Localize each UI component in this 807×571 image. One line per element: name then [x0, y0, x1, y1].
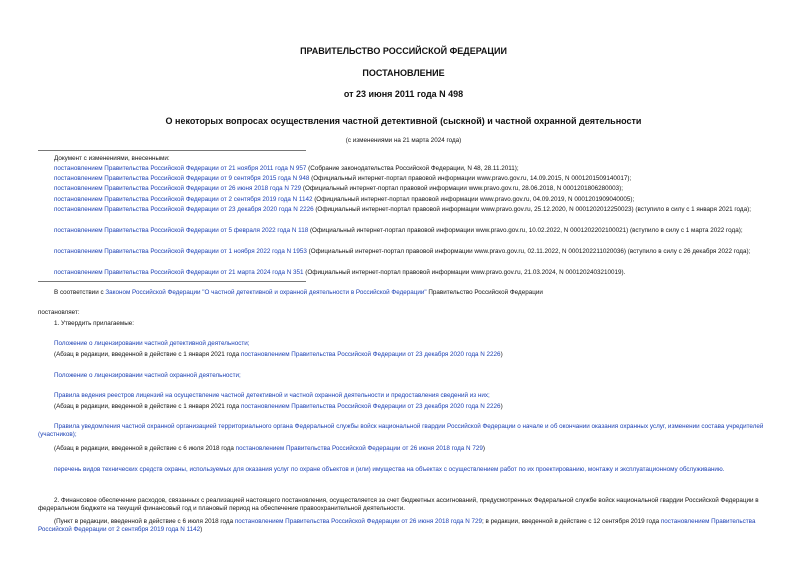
- change-source: (Официальный интернет-портал правовой информации www.pravo.gov.ru, 02.11.2022, N 0001202211020036) (вступило в силу с 26 декабря 2022 года);: [306, 248, 751, 255]
- change-link[interactable]: постановлением Правительства Российской Федерации от 2 сентября 2019 года N 1142: [54, 196, 313, 203]
- attachment-link[interactable]: Положение о лицензировании частной охранной деятельности;: [54, 372, 241, 379]
- document-title: О некоторых вопросах осуществления частной детективной (сыскной) и частной охранной деятельности: [165, 116, 642, 126]
- note-text: ): [500, 351, 503, 358]
- edit-note: [38, 445, 770, 453]
- change-link[interactable]: постановлением Правительства Российской Федерации от 5 февраля 2022 года N 118: [54, 227, 309, 234]
- change-item: [38, 227, 770, 235]
- change-source: (Собрание законодательства Российской Федерации, N 48, 28.11.2011);: [306, 165, 519, 172]
- change-item: [38, 175, 770, 183]
- note-link[interactable]: постановлением Правительства Российской Федерации от 23 декабря 2020 года N 2226: [240, 403, 501, 410]
- preamble-text: В соответствии с: [54, 289, 106, 296]
- preamble: [38, 289, 770, 297]
- attachment-link[interactable]: Правила уведомления частной охранной организацией территориального органа Федеральной службы войск национальной гвардии Российской Федерации о начале и об окончании оказания охранных услуг, изменении состава учредителей (участников);: [38, 423, 764, 438]
- change-item: [38, 269, 770, 277]
- note-link[interactable]: постановлением Правительства Российской Федерации от 23 декабря 2020 года N 2226: [240, 351, 501, 358]
- change-source: (Официальный интернет-портал правовой информации www.pravo.gov.ru, 04.09.2019, N 0001201909040005);: [312, 196, 635, 203]
- bottom-divider: [38, 281, 306, 282]
- point-1: 1. Утвердить прилагаемые:: [54, 320, 134, 327]
- point-2: 2. Финансовое обеспечение расходов, связанных с реализацией настоящего постановления, осуществляется за счет бюджетных ассигнований, предусмотренных Федеральной службе войск национальной гвардии Российской Федерации в федеральном бюджете на текущий финансовый год и плановый период на обеспечение правоохранительной деятельности.: [38, 497, 759, 512]
- attachment-link-notification: [38, 423, 770, 439]
- change-source: (Официальный интернет-портал правовой информации www.pravo.gov.ru, 10.02.2022, N 0001202202100021) (вступило в силу с 1 марта 2022 года);: [308, 227, 743, 234]
- law-link[interactable]: Законом Российской Федерации "О частной детективной и охранной деятельности в Российской Федерации": [105, 289, 427, 296]
- change-item: [38, 196, 770, 204]
- note-text: (Пункт в редакции, введенной в действие с 6 июля 2018 года: [54, 518, 235, 525]
- note-link[interactable]: постановлением Правительства Российской Федерации от 26 июня 2018 года N 729: [235, 445, 483, 452]
- change-source: (Официальный интернет-портал правовой информации www.pravo.gov.ru, 14.09.2015, N 0001201509140017);: [309, 175, 632, 182]
- document-type: ПОСТАНОВЛЕНИЕ: [362, 68, 445, 78]
- attachment-link-equipment: [38, 466, 770, 474]
- change-source: (Официальный интернет-портал правовой информации www.pravo.gov.ru, 28.06.2018, N 0001201806280003);: [301, 185, 623, 192]
- edit-note: [38, 351, 770, 359]
- preamble-text: Правительство Российской Федерации: [426, 289, 543, 296]
- note-text: (Абзац в редакции, введенной в действие с 1 января 2021 года: [54, 403, 241, 410]
- note-text: (Абзац в редакции, введенной в действие с 1 января 2021 года: [54, 351, 241, 358]
- change-link[interactable]: постановлением Правительства Российской Федерации от 1 ноября 2022 года N 1953: [54, 248, 307, 255]
- note-text: ; в редакции, введенной в действие с 12 сентября 2019 года: [482, 518, 661, 525]
- note-text: ): [500, 403, 503, 410]
- note-text: ): [200, 526, 203, 533]
- document-date-number: от 23 июня 2011 года N 498: [343, 89, 464, 99]
- attachment-link-registry: [38, 392, 770, 400]
- note-link[interactable]: постановлением Правительства Российской Федерации от 26 июня 2018 года N 729: [234, 518, 483, 525]
- change-item: [38, 248, 770, 256]
- change-item: [38, 206, 770, 214]
- change-link[interactable]: постановлением Правительства Российской Федерации от 21 ноября 2011 года N 957: [54, 165, 307, 172]
- edit-note: [38, 403, 770, 411]
- change-item: [38, 185, 770, 193]
- change-link[interactable]: постановлением Правительства Российской Федерации от 9 сентября 2015 года N 948: [54, 175, 310, 182]
- decides-text: постановляет:: [38, 309, 80, 316]
- note-text: (Абзац в редакции, введенной в действие с 6 июля 2018 года: [54, 445, 236, 452]
- attachment-link-detective: [38, 340, 770, 348]
- change-source: (Официальный интернет-портал правовой информации www.pravo.gov.ru, 21.03.2024, N 0001202403210019).: [303, 269, 626, 276]
- note-link[interactable]: постановлением Правительства Российской Федерации от 2 сентября 2019 года N 1142: [38, 518, 756, 533]
- attachment-link[interactable]: Положение о лицензировании частной детективной деятельности;: [54, 340, 250, 347]
- change-link[interactable]: постановлением Правительства Российской Федерации от 23 декабря 2020 года N 2226: [54, 206, 314, 213]
- amendment-note: (с изменениями на 21 марта 2024 года): [345, 137, 462, 144]
- change-link[interactable]: постановлением Правительства Российской Федерации от 21 марта 2024 года N 351: [54, 269, 304, 276]
- government-name: ПРАВИТЕЛЬСТВО РОССИЙСКОЙ ФЕДЕРАЦИИ: [300, 46, 507, 56]
- change-item: [38, 165, 770, 173]
- attachment-link-security: [38, 372, 770, 380]
- attachment-link[interactable]: Правила ведения реестров лицензий на осуществление частной детективной и частной охранной деятельности и предоставления сведений из них;: [54, 392, 490, 399]
- top-divider: [38, 150, 306, 151]
- attachment-link[interactable]: перечень видов технических средств охраны, используемых для оказания услуг по охране объектов и (или) имущества на объектах с осуществлением работ по их проектированию, монтажу и эксплуатационному обслуживанию.: [54, 466, 725, 473]
- edit-note: [38, 518, 770, 534]
- change-source: (Официальный интернет-портал правовой информации www.pravo.gov.ru, 25.12.2020, N 0001202012250023) (вступило в силу с 1 января 2021 года);: [313, 206, 751, 213]
- changes-intro: Документ с изменениями, внесенными:: [54, 155, 170, 162]
- note-text: ): [482, 445, 485, 452]
- change-link[interactable]: постановлением Правительства Российской Федерации от 26 июня 2018 года N 729: [54, 185, 302, 192]
